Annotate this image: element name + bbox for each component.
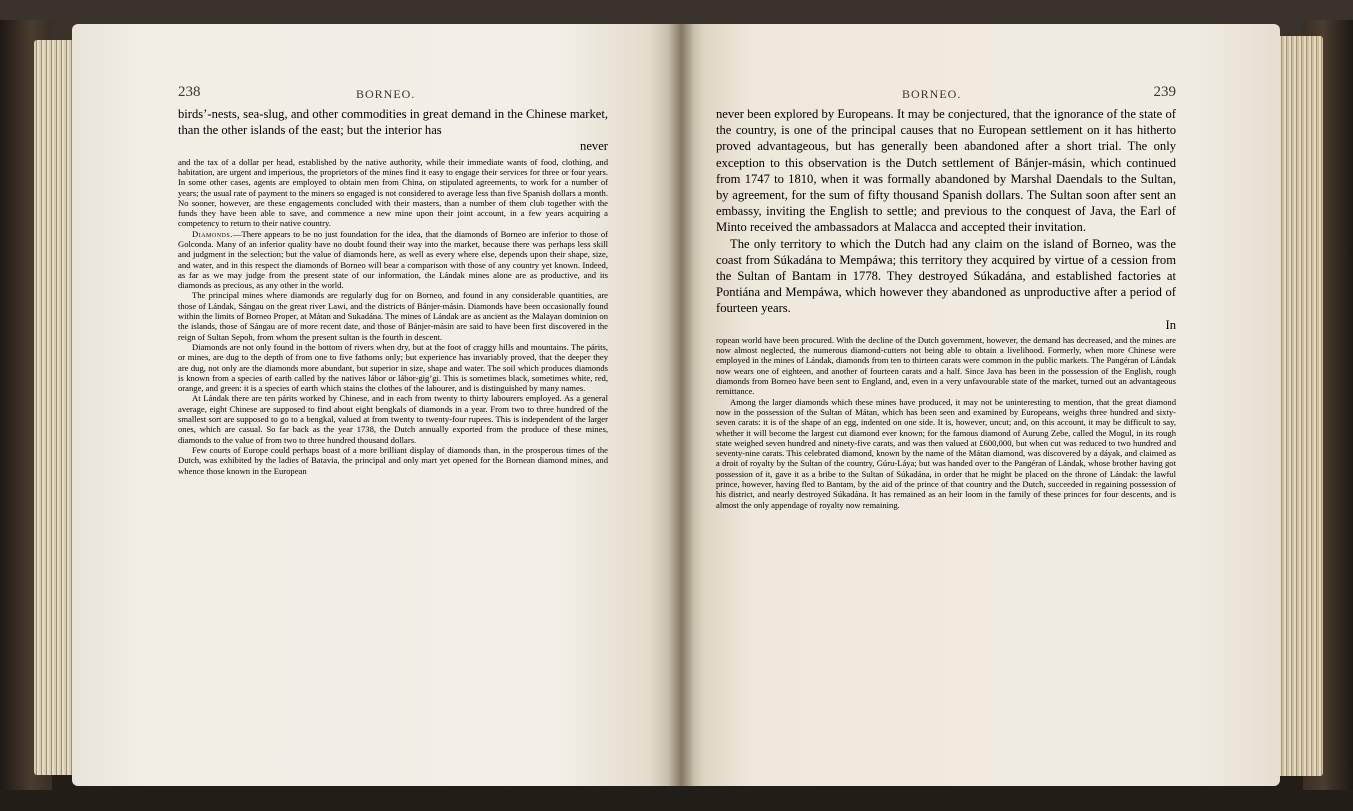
paragraph-large: The only territory to which the Dutch had any claim on the island of Borneo, was the coast from Súkadána to Mempáwa; this territory they acquired by virtue of a cession from the Sultan of Bantam in 1778. They destroyed Súkadána, and established factories at Pontiána and Mempáwa, which however they abandoned as unproductive after a period of fourteen years. (716, 236, 1176, 316)
right-page-text (716, 86, 1176, 510)
paragraph-small: The principal mines where diamonds are regularly dug for on Borneo, and found in any considerable quantities, are those of Lándak, Sángau on the great river Lawi, and the districts of Bánjer-másin. Diamonds have been occasionally found within the limits of Borneo Proper, at Mátan and Sukadána. The mines of Lándak are as ancient as the Malayan dominion on the islands, those of Sángau are of more recent date, and those of Bánjer-másin are said to have been first discovered in the reign of Sultan Sepoh, from whom the present sultan is the fourth in descent. (178, 290, 608, 342)
paragraph-large: never been explored by Europeans. It may be conjectured, that the ignorance of the state of the country, is one of the principal causes that no European settlement on it has hitherto proved advantageous, but has generally been abandoned after a short trial. The only exception to this observation is the Dutch settlement of Bánjer-másin, which continued from 1747 to 1810, when it was formally abandoned by Marshal Daendals to the Sultan, by agreement, for the sum of fifty thousand Spanish dollars. The Sultan soon after sent an embassy, inviting the English to settle; and previous to the conquest of Java, the Earl of Minto received the ambassadors at Malacca and accepted their invitation. (716, 107, 1176, 235)
paragraph-large: birds’-nests, sea-slug, and other commodities in great demand in the Chinese market, than the other islands of the east; but the interior has (178, 107, 608, 138)
paragraph-small: Few courts of Europe could perhaps boast of a more brilliant display of diamonds than, in the prosperous times of the Dutch, was exhibited by the ladies of Batavia, the principal and only mart yet opened for the Bornean diamond mines, and whence those known in the European (178, 444, 608, 476)
right-running-header (716, 86, 1176, 106)
right-page-content (680, 24, 1280, 786)
left-running-header (178, 86, 608, 106)
paragraph-small: Diamonds are not only found in the bottom of rivers when dry, but at the foot of craggy hills and mountains. The párits, or mines, are dug to the depth of from one to five fathoms only; but experience has invariably proved, that the deeper they are dug, not only are the diamonds more abundant, but superior in size, shape and water. The soil which produces diamonds is known from a species of earth called by the natives lábor or lábor-gig’gi. This is sometimes black, sometimes white, red, orange, and green: it is a species of earth which stains the clothes of the labourer, and is distinguished by many names. (178, 341, 608, 394)
page-number: 238 (178, 84, 201, 100)
paragraph-small: ropean world have been procured. With the decline of the Dutch government, however, the demand has decreased, and the mines are now almost neglected, the numerous diamond-cutters not being able to obtain a livelihood. Formerly, when more Chinese were employed in the mines of Lándak, diamonds from ten to thirteen carats were common in the public markets. The Pangéran of Lándak now wears one of eighteen, and another of fourteen carats and a half. Since Java has been in the possession of the English, rough diamonds from Borneo have been sent to England, and, even in a very unfavourable state of the market, turned out an advantageous remittance. (716, 334, 1176, 397)
paragraph-small: and the tax of a dollar per head, established by the native authority, while their immediate wants of food, clothing, and habitation, are urgent and imperious, the proprietors of the mines find it easy to engage their services for three or four years. In some other cases, agents are employed to obtain men from China, on stipulated agreements, to work for a number of years; the usual rate of payment to the miners so engaged is not considered to average less than five Spanish dollars a month. No sooner, however, are these engagements concluded with their masters, than a number of them club together with the funds they have been able to save, and commence a new mine upon their joint account, in a few years acquiring a competency to return to their native country. (178, 156, 608, 229)
section-heading: Diamonds. (192, 228, 233, 239)
running-head: BORNEO. (356, 87, 416, 101)
paragraph-small: At Lándak there are ten párits worked by Chinese, and in each from twenty to thirty labourers employed. As a general average, eight Chinese are supposed to find about eight bengkals of diamonds in a year. From two to three hundred of the smallest sort are supposed to go to a bengkal, valued at from twenty to twenty-four rupees. This is independent of the larger ones, which are casual. So far back as the year 1738, the Dutch annually exported from the produce of these mines, diamonds to the value of from two to three hundred thousand dollars. (178, 393, 608, 445)
catchword: never (580, 139, 608, 154)
page-number: 239 (1153, 84, 1176, 100)
paragraph-small: Diamonds.—There appears to be no just foundation for the idea, that the diamonds of Borneo are inferior to those of Golconda. Many of an inferior quality have no doubt found their way into the market, because there was perhaps less skill and judgment in the selection; but the value of diamonds here, as well as every where else, depends upon their shape, size, and water, and in this respect the diamonds of Borneo will bear a comparison with those of any country yet known. Indeed, as far as we may judge from the present state of our information, the Lándak mines alone are as productive, and its diamonds as precious, as any other in the world. (178, 228, 608, 291)
catchword: In (1165, 317, 1176, 332)
running-head: BORNEO. (902, 87, 962, 101)
left-page-text (178, 86, 608, 476)
paragraph-small: Among the larger diamonds which these mines have produced, it may not be uninteresting to mention, that the great diamond now in the possession of the Sultan of Mátan, which has been seen and examined by Europeans, weighs three hundred and sixty-seven carats: it is of the shape of an egg, indented on one side. It is, however, uncut; and, on this account, it may be difficult to say, whether it will become the largest cut diamond ever known; for the famous diamond of Aurung Zebe, called the Mogul, in its rough state weighed seven hundred and ninety-five carats, and was then valued at £600,000, but when cut was reduced to two hundred and seventy-nine carats. This celebrated diamond, known by the name of the Mátan diamond, was discovered by a dáyak, and claimed as a droit of royalty by the Sultan of the country, Gúru-Láya; but was handed over to the Pangéran of Lándak, whose brother having got possession of it, gave it as a bribe to the Sultan of Súkadána, in order that he might be placed on the throne of Lándak: the lawful prince, however, having fled to Bantam, by the aid of the prince of that country and the Dutch, succeeded in regaining possession of his district, and nearly destroyed Súkadána. It has remained as an heir loom in the family of these princes for four descents, and is almost the only appendage of royalty now remaining. (716, 396, 1176, 510)
